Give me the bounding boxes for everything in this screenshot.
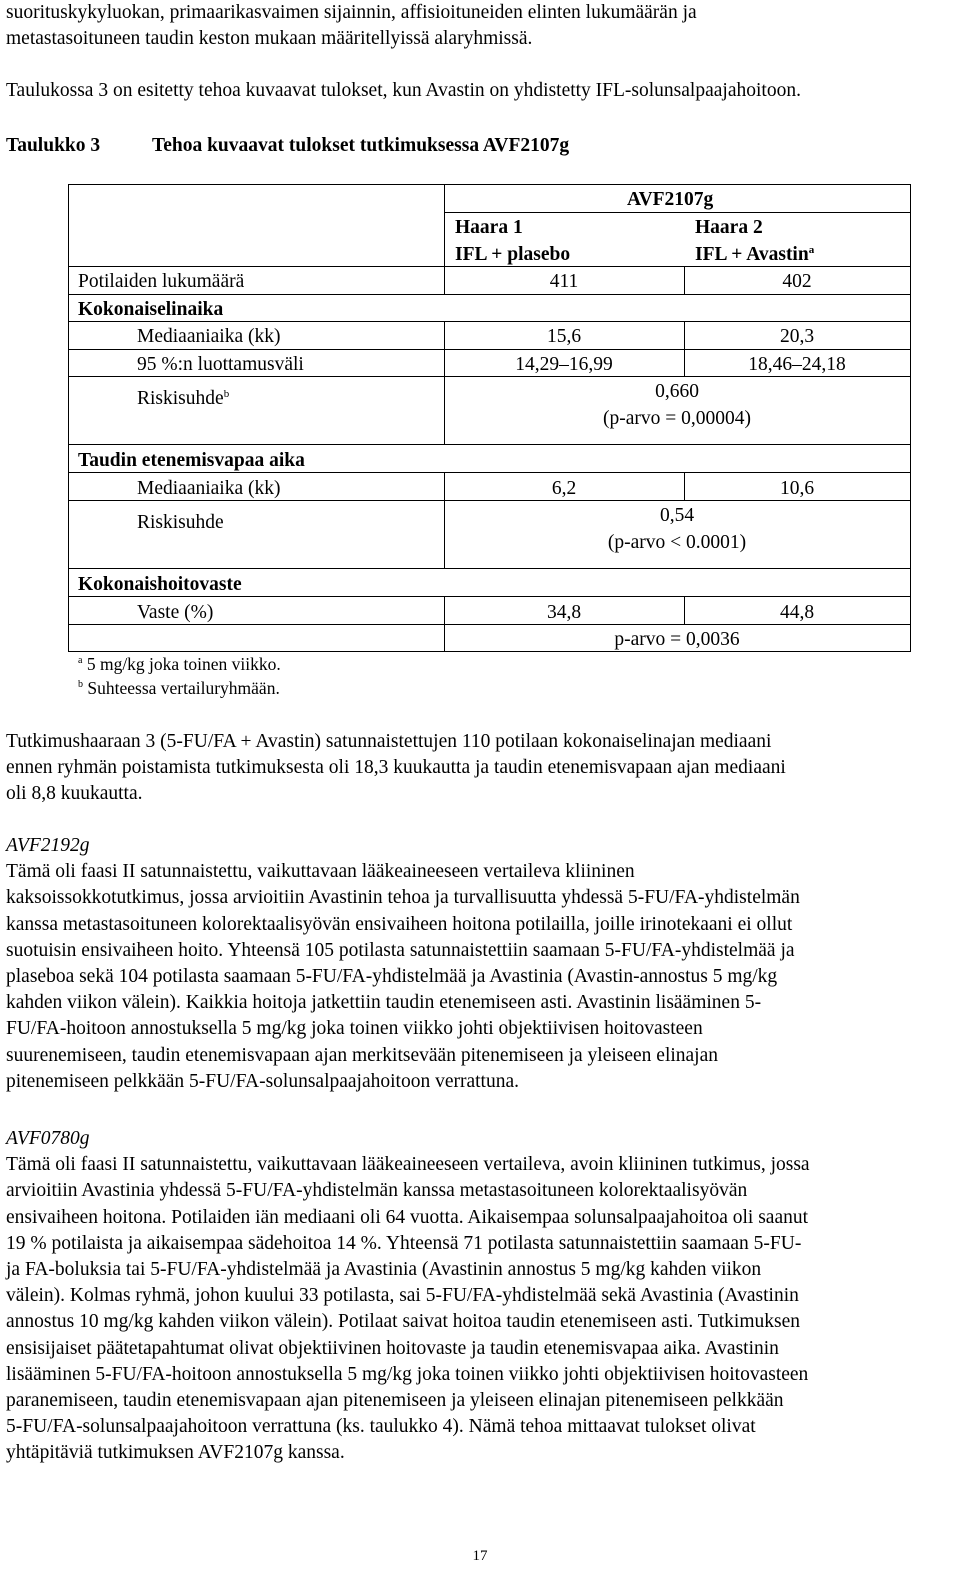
table-label: Taulukko 3 [6,135,101,156]
footnote-mark: a [78,655,83,666]
text-line: suotuisin ensivaiheen hoito. Yhteensä 105 potilasta satunnaistettiin saamaan 5-FU/FA-yhdistelmää ja [6,939,795,961]
pfs-hr-value: 0,54 [659,505,695,526]
orr-arm2: 44,8 [779,602,815,623]
text-line: metastasoituneen taudin keston mukaan määritellyissä alaryhmissä. [6,28,533,50]
table-rule [68,624,911,625]
text-line: FU/FA-hoitoon annostuksella 5 mg/kg joka toinen viikko johti objektiivisen hoitovasteen [6,1018,703,1040]
footnote-mark: b [78,679,83,690]
text-line: plaseboa sekä 104 potilasta saamaan 5-FU/FA-yhdistelmää ja Avastinia (Avastin-annostus 5 mg/kg [6,966,778,988]
pfs-section-heading: Taudin etenemisvapaa aika [78,450,305,471]
text-line: lisääminen 5-FU/FA-hoitoon annostuksella 5 mg/kg joka toinen viikko johti objektiivisen hoitovasteen [6,1363,809,1385]
os-median-arm2: 20,3 [779,326,815,347]
table-rule [68,596,911,597]
text-line: paranemiseen, taudin etenemisvapaan ajan pitenemiseen ja yleiseen elinajan pitenemiseen pelkkään [6,1390,784,1412]
orr-label: Vaste (%) [137,602,214,623]
table-title: Tehoa kuvaavat tulokset tutkimuksessa AVF2107g [152,135,570,156]
text-line: kahden viikon välein). Kaikkia hoitoja jatkettiin taudin etenemiseen asti. Avastinin lisääminen 5- [6,992,762,1014]
table-border-top [68,184,911,185]
arm3-paragraph [6,729,956,808]
table-rule [68,568,911,569]
pfs-median-arm1: 6,2 [551,478,577,499]
text-line: Tämä oli faasi II satunnaistettu, vaikuttavaan lääkeaineeseen vertaileva kliininen [6,861,635,883]
orr-pvalue: p-arvo = 0,0036 [614,629,740,650]
avf2192g-section [6,833,956,1095]
arm2-regimen-cell [695,245,814,265]
arm2-header: Haara 2 [695,217,763,238]
avf0780g-section [6,1126,956,1467]
table-rule [68,294,911,295]
section-heading: AVF0780g [6,1128,90,1149]
arm2-regimen: IFL + Avastin [695,244,809,265]
footnote-text: 5 mg/kg joka toinen viikko. [86,654,281,674]
table-rule [68,321,911,322]
table-border-bottom [68,651,911,652]
table-border-right [910,184,911,651]
section-heading: AVF2192g [6,835,90,856]
patients-arm2: 402 [782,271,812,292]
orr-section-heading: Kokonaishoitovaste [78,574,242,595]
page-number: 17 [472,1548,488,1564]
table-rule [68,500,911,501]
os-section-heading: Kokonaiselinaika [78,299,224,320]
table-rule [68,444,911,445]
os-ci-arm2: 18,46–24,18 [748,354,846,375]
table-border-left [68,184,69,651]
os-hr-pvalue: (p-arvo = 0,00004) [602,408,751,429]
os-ci-arm1: 14,29–16,99 [515,354,613,375]
footnote-mark: a [808,244,815,256]
text-line: pitenemiseen pelkkään 5-FU/FA-solunsalpaajahoitoon verrattuna. [6,1070,519,1092]
text-line: annostus 10 mg/kg kahden viikon välein). Potilaat saivat hoitoa taudin etenemiseen asti. Tutkimuksen [6,1311,800,1333]
arm1-regimen: IFL + plasebo [455,244,571,265]
os-median-label: Mediaaniaika (kk) [137,326,281,347]
study-header: AVF2107g [627,189,714,210]
text-line: Tutkimushaaraan 3 (5-FU/FA + Avastin) satunnaistettujen 110 potilaan kokonaiselinajan mediaani [6,731,772,752]
text-line: arvioitiin Avastinia yhdessä 5-FU/FA-yhdistelmän kanssa metastasoituneen kolorektaalisyövän [6,1180,748,1202]
text-line: Taulukossa 3 on esitetty tehoa kuvaavat tulokset, kun Avastin on yhdistetty IFL-solunsalpaajahoitoon. [6,80,801,101]
text-line: ja FA-boluksia tai 5-FU/FA-yhdistelmää ja Avastinia (Avastinin annostus 5 mg/kg kahden viikon [6,1259,762,1281]
os-ci-label: 95 %:n luottamusväli [137,354,304,375]
orr-arm1: 34,8 [546,602,582,623]
table-rule [68,266,911,267]
table-rule [444,212,911,213]
footnote-mark: b [223,388,230,400]
patients-arm1: 411 [549,271,579,292]
intro-paragraph [6,0,956,52]
pfs-median-label: Mediaaniaika (kk) [137,478,281,499]
text-line: kanssa metastasoituneen kolorektaalisyövän ensivaiheen hoitona potilailla, joille irinotekaani ei ollut [6,913,793,935]
text-line: suurenemiseen, taudin etenemisvapaan ajan merkitsevään pitenemiseen ja yleiseen elinajan [6,1044,719,1066]
text-line: yhtäpitäviä tutkimuksen AVF2107g kanssa. [6,1442,345,1464]
patients-label: Potilaiden lukumäärä [78,271,245,292]
text-line: ensivaiheen hoitona. Potilaiden iän mediaani oli 64 vuotta. Aikaisempaa solunsalpaajahoitoa oli saanut [6,1206,809,1228]
text-line: 5-FU/FA-solunsalpaajahoitoon verrattuna (ks. taulukko 4). Nämä tehoa mittaavat tulokset olivat [6,1416,756,1438]
text-line: suorituskykyluokan, primaarikasvaimen sijainnin, affisioituneiden elinten lukumäärän ja [6,2,697,23]
text-line: 19 % potilaista ja aikaisempaa sädehoitoa 14 %. Yhteensä 71 potilasta satunnaistettiin saamaan 5-FU- [6,1232,802,1254]
text-line: oli 8,8 kuukautta. [6,783,143,805]
table-intro-paragraph [6,78,956,104]
text-line: ennen ryhmän poistamista tutkimuksesta oli 18,3 kuukautta ja taudin etenemisvapaan ajan mediaani [6,757,786,779]
pfs-hr-pvalue: (p-arvo < 0.0001) [607,532,747,553]
os-hr-label: Riskisuhde [137,388,224,409]
text-line: kaksoissokkotutkimus, jossa arvioitiin Avastinin tehoa ja turvallisuutta yhdessä 5-FU/FA-yhdistelmän [6,887,800,909]
text-line: ensisijaiset päätetapahtumat olivat objektiivinen hoitovaste ja taudin etenemisvapaa aika. Avastinin [6,1337,779,1359]
os-median-arm1: 15,6 [546,326,582,347]
table-rule [444,184,445,266]
text-line: Tämä oli faasi II satunnaistettu, vaikuttavaan lääkeaineeseen vertaileva, avoin kliininen tutkimus, jossa [6,1154,810,1176]
footnote-text: Suhteessa vertailuryhmään. [87,678,280,698]
os-hr-value: 0,660 [655,381,699,402]
pfs-median-arm2: 10,6 [779,478,815,499]
arm1-header: Haara 1 [455,217,523,238]
table-rule [68,472,911,473]
text-line: välein). Kolmas ryhmä, johon kuului 33 potilasta, sai 5-FU/FA-yhdistelmää sekä Avastinia (Avastinin [6,1285,799,1307]
table-rule [68,349,911,350]
footnote-a [78,656,281,674]
table-rule [68,376,911,377]
os-hr-label-cell [137,389,229,409]
footnote-b [78,680,280,698]
pfs-hr-label: Riskisuhde [137,512,224,533]
